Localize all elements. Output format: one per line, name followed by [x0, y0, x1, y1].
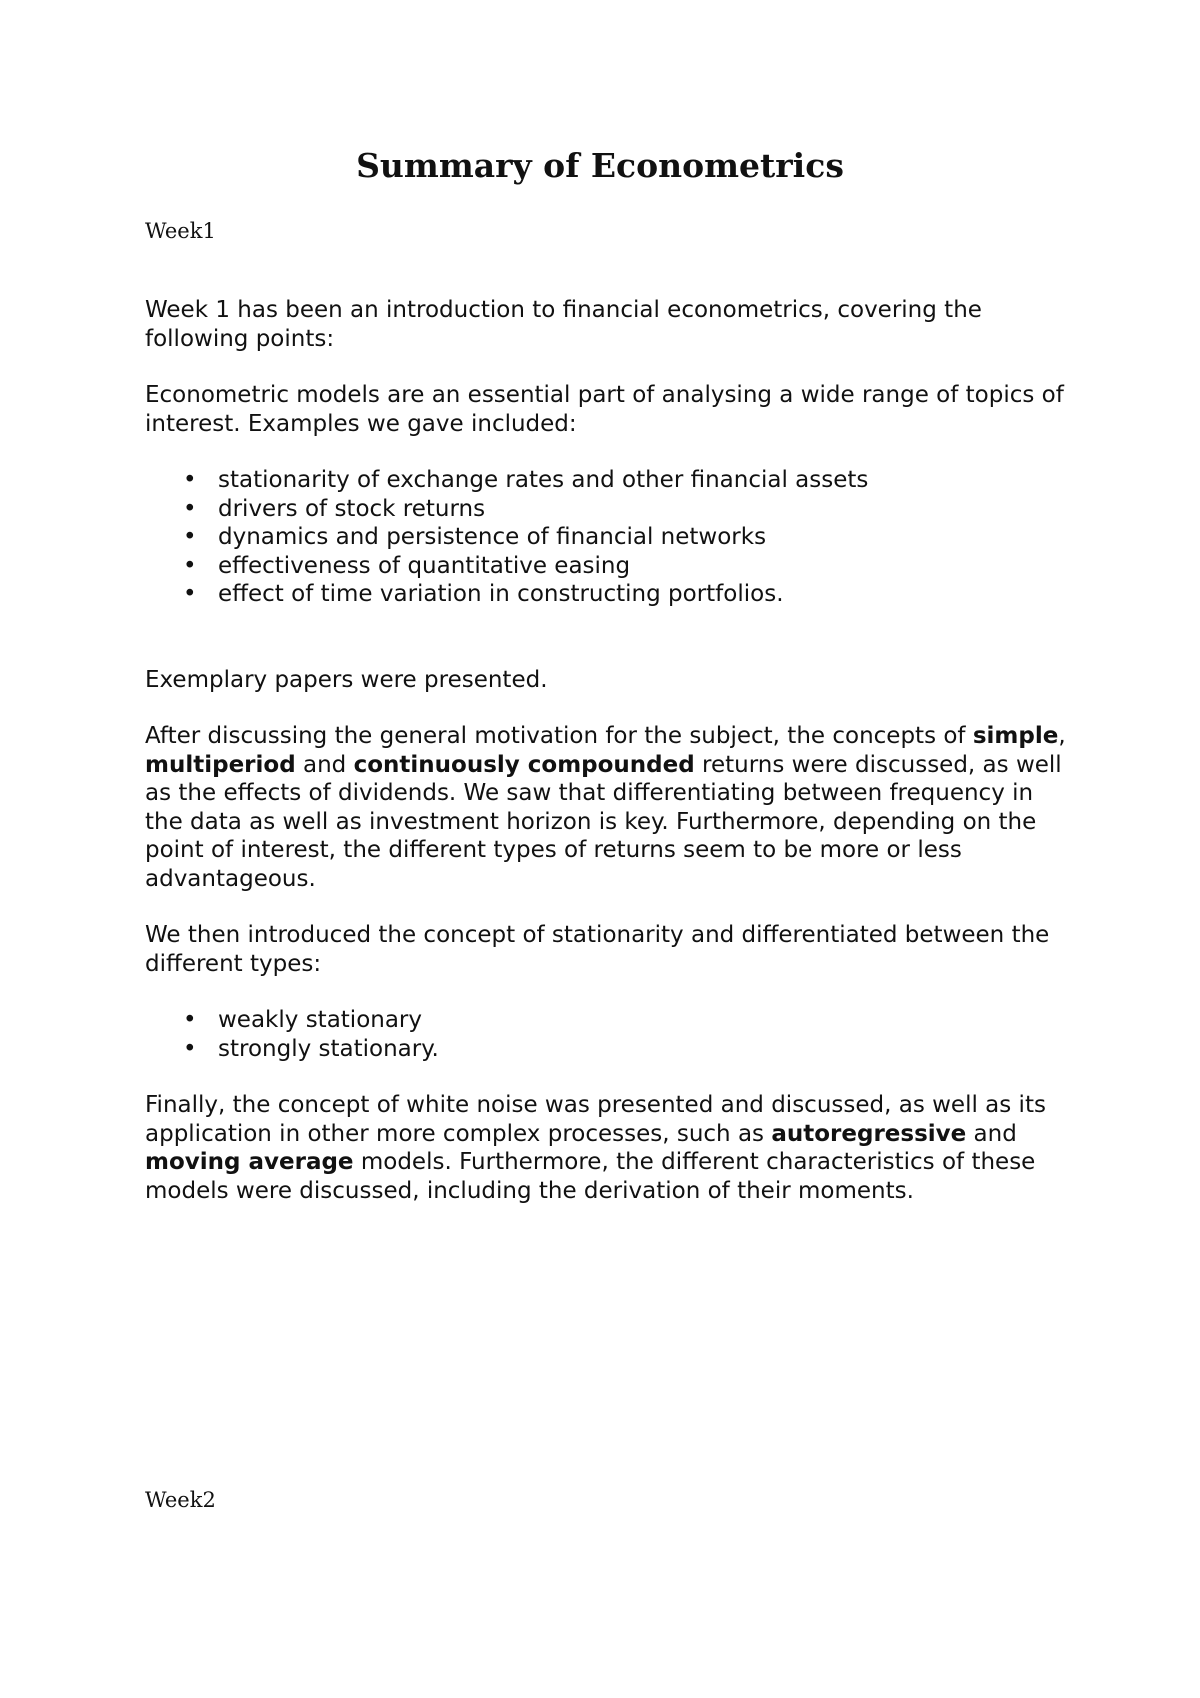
- list-item-text: dynamics and persistence of financial networks: [218, 524, 767, 550]
- document-title: Summary of Econometrics: [356, 146, 844, 185]
- white-noise-paragraph: [145, 1091, 1075, 1205]
- list-item: [145, 523, 1075, 552]
- list-item: [145, 1035, 1075, 1064]
- term-continuously-compounded: continuously compounded: [353, 751, 695, 778]
- bullet-icon: •: [183, 581, 197, 607]
- term-multiperiod: multiperiod: [145, 751, 296, 778]
- bullet-icon: •: [183, 495, 197, 522]
- returns-paragraph: [145, 722, 1075, 893]
- list-item-text: weakly stationary: [218, 1007, 423, 1033]
- list-item-text: effect of time variation in constructing portfolios.: [218, 581, 784, 607]
- list-item: [145, 495, 1075, 524]
- white-noise-text-3: models. Furthermore, the different characteristics of these models were discussed, including the derivation of their moments.: [145, 1149, 1036, 1204]
- week2-heading: Week2: [145, 1488, 216, 1512]
- list-item-text: effectiveness of quantitative easing: [218, 552, 631, 579]
- term-simple: simple: [972, 723, 1059, 749]
- list-item: [145, 1006, 1075, 1035]
- returns-text-4: returns were discussed, as well as the effects of dividends. We saw that differentiating between frequency in the data as well as investment horizon is key. Furthermore, depending on the point of interest, the different types of returns seem to be more or less advantageous.: [145, 751, 1062, 892]
- list-item-text: strongly stationary.: [218, 1035, 439, 1062]
- returns-text-3: and: [295, 751, 354, 778]
- intro-paragraph: Week 1 has been an introduction to financial econometrics, covering the following points:: [145, 297, 982, 352]
- term-moving-average: moving average: [145, 1149, 354, 1175]
- list-item: [145, 552, 1075, 581]
- examples-list: [145, 466, 1075, 609]
- returns-text-1: After discussing the general motivation for the subject, the concepts of: [145, 723, 973, 749]
- white-noise-text-1: Finally, the concept of white noise was presented and discussed, as well as its application in other more complex processes, such as: [145, 1092, 1046, 1147]
- list-item: [145, 466, 1075, 495]
- list-item-text: drivers of stock returns: [218, 495, 486, 522]
- stationarity-types-list: [145, 1006, 1075, 1063]
- list-item-text: stationarity of exchange rates and other financial assets: [218, 467, 869, 493]
- bullet-icon: •: [183, 1035, 197, 1062]
- white-noise-text-2: and: [966, 1120, 1017, 1147]
- week1-body: [145, 296, 1075, 1205]
- models-paragraph: Econometric models are an essential part of analysing a wide range of topics of interest. Examples we gave included:: [145, 382, 1064, 437]
- stationarity-paragraph: We then introduced the concept of stationarity and differentiated between the different types:: [145, 922, 1050, 977]
- returns-text-2: ,: [1058, 723, 1066, 749]
- term-autoregressive: autoregressive: [771, 1120, 967, 1147]
- week1-heading: Week1: [145, 219, 216, 243]
- bullet-icon: •: [183, 552, 197, 579]
- list-item: [145, 580, 1075, 609]
- papers-paragraph: Exemplary papers were presented.: [145, 666, 548, 693]
- bullet-icon: •: [183, 1007, 197, 1033]
- bullet-icon: •: [183, 524, 197, 550]
- bullet-icon: •: [183, 467, 197, 493]
